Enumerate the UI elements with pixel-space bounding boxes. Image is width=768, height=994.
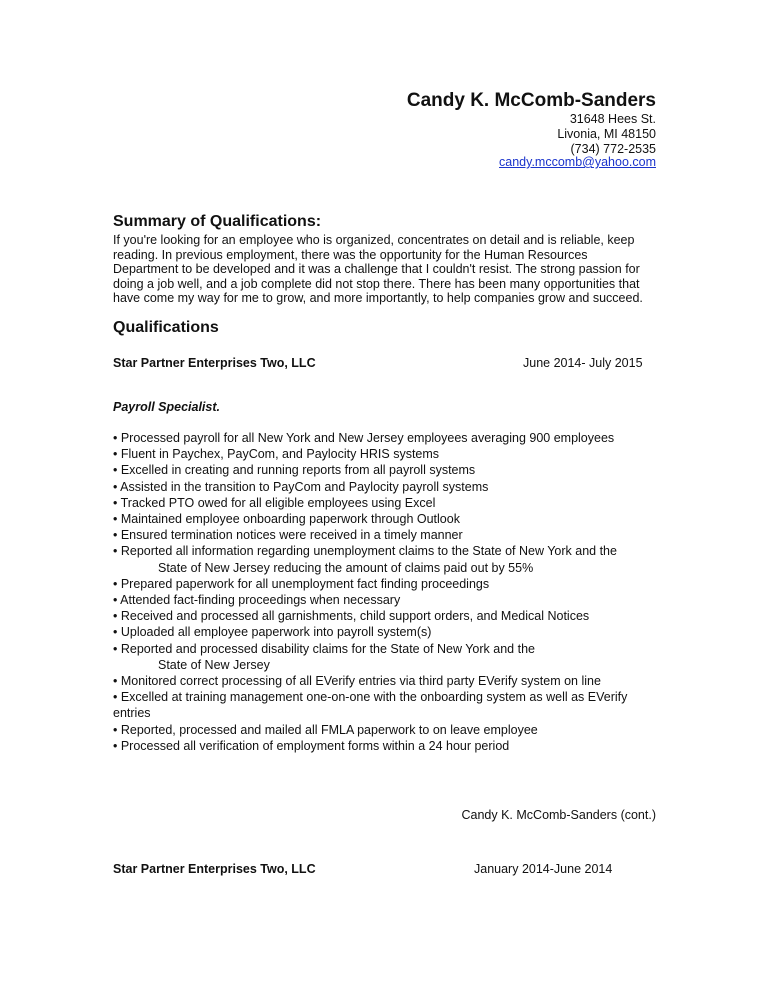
summary-line: Department to be developed and it was a challenge that I couldn't resist. The strong passion for xyxy=(113,262,640,277)
summary-line: If you're looking for an employee who is organized, concentrates on detail and is reliable, keep xyxy=(113,233,635,247)
summary-line: reading. In previous employment, there was the opportunity for the Human Resources xyxy=(113,247,588,262)
list-item-text: • Assisted in the transition to PayCom and Paylocity payroll systems xyxy=(113,479,489,494)
list-item-text: • Ensured termination notices were received in a timely manner xyxy=(113,528,463,543)
address-street: 31648 Hees St. xyxy=(569,112,656,126)
job1-dates: June 2014- July 2015 xyxy=(523,356,643,370)
list-item xyxy=(113,446,673,462)
list-item-text: • Uploaded all employee paperwork into payroll system(s) xyxy=(113,625,432,640)
list-item-text: • Maintained employee onboarding paperwork through Outlook xyxy=(113,512,460,527)
list-item-text: • Reported and processed disability claims for the State of New York and the xyxy=(113,641,535,656)
job2-dates: January 2014-June 2014 xyxy=(474,862,613,876)
list-item xyxy=(113,576,673,592)
list-item-text: • Processed all verification of employment forms within a 24 hour period xyxy=(113,738,510,753)
summary-text xyxy=(113,233,653,306)
list-item-text: • Prepared paperwork for all unemployment fact finding proceedings xyxy=(113,576,490,591)
job1-duties-list xyxy=(113,430,673,754)
list-item xyxy=(113,511,673,527)
summary-line: have come my way for me to grow, and more importantly, to help companies grow and succeed. xyxy=(113,291,643,306)
summary-heading: Summary of Qualifications: xyxy=(113,213,322,230)
list-item-text: • Tracked PTO owed for all eligible employees using Excel xyxy=(113,495,436,510)
list-item xyxy=(113,722,673,738)
list-item xyxy=(113,592,673,608)
list-item-text: • Attended fact-finding proceedings when necessary xyxy=(113,593,401,608)
qualifications-heading: Qualifications xyxy=(113,319,219,336)
continued-name-header: Candy K. McComb-Sanders (cont.) xyxy=(461,808,656,822)
list-item xyxy=(113,430,673,446)
list-item xyxy=(113,738,673,754)
list-item xyxy=(113,673,673,689)
list-item-text: • Reported all information regarding unemployment claims to the State of New York and the xyxy=(113,544,617,559)
list-item-text: • Excelled at training management one-on-one with the onboarding system as well as EVerify xyxy=(113,690,628,705)
address-city: Livonia, MI 48150 xyxy=(557,127,656,141)
list-item xyxy=(113,624,673,640)
list-item-continuation: State of New Jersey reducing the amount of claims paid out by 55% xyxy=(158,560,534,575)
list-item xyxy=(113,495,673,511)
email-link[interactable]: candy.mccomb@yahoo.com xyxy=(499,155,656,169)
summary-line: doing a job well, and a job complete did not stop there. There has been many opportunities that xyxy=(113,276,640,291)
list-item-text: • Fluent in Paychex, PayCom, and Paylocity HRIS systems xyxy=(113,447,440,462)
resume-name: Candy K. McComb-Sanders xyxy=(406,90,656,111)
list-item xyxy=(113,608,673,624)
list-item xyxy=(113,689,673,721)
list-item xyxy=(113,479,673,495)
list-item-continuation: State of New Jersey xyxy=(158,657,270,672)
list-item-wrap: entries xyxy=(113,706,151,721)
phone-number: (734) 772-2535 xyxy=(570,142,656,156)
list-item xyxy=(113,527,673,543)
list-item xyxy=(113,641,673,673)
list-item xyxy=(113,543,673,575)
list-item-text: • Processed payroll for all New York and New Jersey employees averaging 900 employees xyxy=(113,431,615,445)
list-item-text: • Received and processed all garnishments, child support orders, and Medical Notices xyxy=(113,609,590,624)
list-item-text: • Reported, processed and mailed all FMLA paperwork to on leave employee xyxy=(113,722,538,737)
list-item-text: • Excelled in creating and running reports from all payroll systems xyxy=(113,463,476,478)
list-item xyxy=(113,462,673,478)
job2-company: Star Partner Enterprises Two, LLC xyxy=(113,862,316,876)
list-item-text: • Monitored correct processing of all EVerify entries via third party EVerify system on line xyxy=(113,674,601,689)
job1-company: Star Partner Enterprises Two, LLC xyxy=(113,356,316,370)
job1-title: Payroll Specialist. xyxy=(113,400,220,414)
